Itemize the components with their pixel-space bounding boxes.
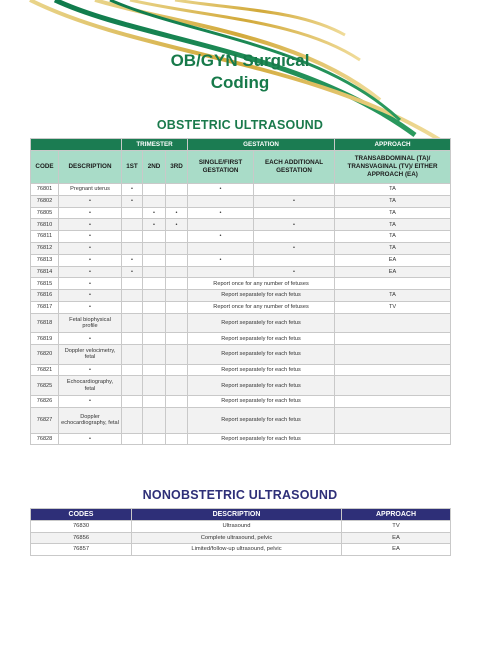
cell-2nd xyxy=(143,242,166,254)
cell-2nd xyxy=(143,395,166,407)
column-header-description: DESCRIPTION xyxy=(59,151,122,184)
cell-1st xyxy=(122,290,143,302)
table-row xyxy=(31,333,451,345)
table-row xyxy=(31,532,451,544)
cell-code: 76826 xyxy=(31,395,59,407)
cell-gestation-note: Report separately for each fetus xyxy=(188,433,335,445)
cell-description: • xyxy=(59,301,122,313)
cell-code: 76811 xyxy=(31,231,59,243)
cell-approach xyxy=(335,364,451,376)
cell-3rd xyxy=(166,184,188,196)
cell-3rd xyxy=(166,278,188,290)
cell-description: • xyxy=(59,333,122,345)
column-header-code: CODE xyxy=(31,151,59,184)
cell-1st: • xyxy=(122,195,143,207)
cell-2nd xyxy=(143,333,166,345)
cell-description: Pregnant uterus xyxy=(59,184,122,196)
cell-description: • xyxy=(59,395,122,407)
cell-3rd xyxy=(166,333,188,345)
obstetric-heading: OBSTETRIC ULTRASOUND xyxy=(156,118,324,132)
cell-code: 76820 xyxy=(31,345,59,365)
cell-2nd xyxy=(143,231,166,243)
cell-gestation-note: Report separately for each fetus xyxy=(188,345,335,365)
cell-1st xyxy=(122,231,143,243)
cell-code: 76816 xyxy=(31,290,59,302)
table-row xyxy=(31,376,451,396)
cell-3rd xyxy=(166,364,188,376)
cell-3rd xyxy=(166,313,188,333)
cell-description: • xyxy=(59,290,122,302)
cell-1st xyxy=(122,313,143,333)
cell-additional-gestation: • xyxy=(254,195,335,207)
table-row xyxy=(31,266,451,278)
table-row xyxy=(31,278,451,290)
cell-code: 76817 xyxy=(31,301,59,313)
cell-description: • xyxy=(59,231,122,243)
obstetric-ultrasound-table xyxy=(30,138,451,445)
cell-approach: TA xyxy=(335,207,451,219)
cell-code: 76813 xyxy=(31,254,59,266)
cell-code: 76805 xyxy=(31,207,59,219)
page-title-line1: OB/GYN Surgical xyxy=(170,51,310,70)
table-row xyxy=(31,301,451,313)
cell-approach: TA xyxy=(335,219,451,231)
cell-approach: TV xyxy=(335,301,451,313)
cell-gestation-note: Report separately for each fetus xyxy=(188,313,335,333)
cell-1st xyxy=(122,219,143,231)
cell-gestation-note: Report once for any number of fetuses xyxy=(188,278,335,290)
cell-code: 76821 xyxy=(31,364,59,376)
cell-description: Echocardiography, fetal xyxy=(59,376,122,396)
column-header-approach: APPROACH xyxy=(342,509,451,521)
cell-approach xyxy=(335,345,451,365)
cell-additional-gestation xyxy=(254,254,335,266)
cell-approach: TA xyxy=(335,195,451,207)
table-row xyxy=(31,364,451,376)
cell-single-gestation: • xyxy=(188,254,254,266)
cell-description: Complete ultrasound, pelvic xyxy=(132,532,342,544)
cell-additional-gestation: • xyxy=(254,219,335,231)
column-header-2nd: 2ND xyxy=(143,151,166,184)
cell-2nd xyxy=(143,301,166,313)
cell-2nd xyxy=(143,433,166,445)
cell-approach: TA xyxy=(335,184,451,196)
cell-approach xyxy=(335,333,451,345)
cell-description: • xyxy=(59,207,122,219)
cell-single-gestation xyxy=(188,195,254,207)
cell-code: 76812 xyxy=(31,242,59,254)
cell-description: • xyxy=(59,433,122,445)
cell-code: 76802 xyxy=(31,195,59,207)
cell-1st xyxy=(122,278,143,290)
cell-2nd: • xyxy=(143,207,166,219)
cell-approach: EA xyxy=(335,266,451,278)
cell-3rd xyxy=(166,433,188,445)
cell-approach: TA xyxy=(335,290,451,302)
cell-single-gestation: • xyxy=(188,231,254,243)
cell-code: 76828 xyxy=(31,433,59,445)
cell-approach: TA xyxy=(335,231,451,243)
column-header-1st: 1ST xyxy=(122,151,143,184)
cell-single-gestation: • xyxy=(188,207,254,219)
approach-group-header: APPROACH xyxy=(335,139,451,151)
cell-3rd xyxy=(166,290,188,302)
cell-description: Limited/follow-up ultrasound, pelvic xyxy=(132,544,342,556)
cell-3rd xyxy=(166,231,188,243)
table-row xyxy=(31,242,451,254)
table-row xyxy=(31,345,451,365)
cell-1st xyxy=(122,333,143,345)
cell-description: • xyxy=(59,254,122,266)
cell-gestation-note: Report once for any number of fetuses xyxy=(188,301,335,313)
table-row xyxy=(31,231,451,243)
table-row xyxy=(31,290,451,302)
cell-1st xyxy=(122,433,143,445)
cell-additional-gestation: • xyxy=(254,266,335,278)
cell-additional-gestation: • xyxy=(254,242,335,254)
table-row xyxy=(31,184,451,196)
cell-code: 76801 xyxy=(31,184,59,196)
cell-2nd xyxy=(143,290,166,302)
cell-1st xyxy=(122,364,143,376)
cell-2nd xyxy=(143,266,166,278)
cell-description: • xyxy=(59,219,122,231)
cell-gestation-note: Report separately for each fetus xyxy=(188,395,335,407)
cell-single-gestation: • xyxy=(188,184,254,196)
cell-gestation-note: Report separately for each fetus xyxy=(188,376,335,396)
cell-gestation-note: Report separately for each fetus xyxy=(188,333,335,345)
cell-2nd xyxy=(143,364,166,376)
cell-3rd xyxy=(166,395,188,407)
cell-1st: • xyxy=(122,254,143,266)
cell-1st xyxy=(122,242,143,254)
table-row xyxy=(31,433,451,445)
cell-approach: EA xyxy=(342,544,451,556)
cell-code: 76830 xyxy=(31,521,132,533)
cell-3rd xyxy=(166,266,188,278)
cell-description: Doppler velocimetry, fetal xyxy=(59,345,122,365)
table-row xyxy=(31,521,451,533)
page-title-line2: Coding xyxy=(210,73,270,92)
cell-1st xyxy=(122,407,143,433)
cell-approach xyxy=(335,313,451,333)
header-blank xyxy=(31,139,122,151)
cell-code: 76857 xyxy=(31,544,132,556)
cell-3rd xyxy=(166,195,188,207)
column-header-description: DESCRIPTION xyxy=(132,509,342,521)
cell-additional-gestation xyxy=(254,184,335,196)
cell-2nd xyxy=(143,195,166,207)
nonobstetric-ultrasound-table xyxy=(30,508,451,556)
cell-code: 76827 xyxy=(31,407,59,433)
cell-3rd xyxy=(166,242,188,254)
cell-approach xyxy=(335,407,451,433)
table-row xyxy=(31,254,451,266)
cell-2nd xyxy=(143,376,166,396)
cell-approach: TA xyxy=(335,242,451,254)
cell-1st: • xyxy=(122,184,143,196)
cell-single-gestation xyxy=(188,242,254,254)
table-row xyxy=(31,207,451,219)
cell-1st xyxy=(122,395,143,407)
cell-2nd xyxy=(143,184,166,196)
cell-3rd xyxy=(166,407,188,433)
cell-gestation-note: Report separately for each fetus xyxy=(188,290,335,302)
cell-2nd: • xyxy=(143,219,166,231)
cell-approach xyxy=(335,433,451,445)
cell-description: • xyxy=(59,195,122,207)
cell-1st xyxy=(122,301,143,313)
cell-3rd xyxy=(166,301,188,313)
cell-1st xyxy=(122,345,143,365)
cell-3rd xyxy=(166,376,188,396)
cell-code: 76815 xyxy=(31,278,59,290)
column-header-approach: TRANSABDOMINAL (TA)/ TRANSVAGINAL (TV)/ EITHER APPROACH (EA) xyxy=(335,151,451,184)
cell-code: 76810 xyxy=(31,219,59,231)
cell-2nd xyxy=(143,278,166,290)
cell-single-gestation xyxy=(188,266,254,278)
cell-code: 76818 xyxy=(31,313,59,333)
cell-approach: EA xyxy=(335,254,451,266)
cell-additional-gestation xyxy=(254,231,335,243)
cell-code: 76825 xyxy=(31,376,59,396)
cell-3rd: • xyxy=(166,207,188,219)
table-row xyxy=(31,195,451,207)
cell-description: • xyxy=(59,278,122,290)
table-row xyxy=(31,313,451,333)
cell-description: Fetal biophysical profile xyxy=(59,313,122,333)
cell-gestation-note: Report separately for each fetus xyxy=(188,364,335,376)
cell-gestation-note: Report separately for each fetus xyxy=(188,407,335,433)
cell-additional-gestation xyxy=(254,207,335,219)
cell-description: • xyxy=(59,266,122,278)
cell-2nd xyxy=(143,407,166,433)
cell-code: 76814 xyxy=(31,266,59,278)
cell-1st xyxy=(122,376,143,396)
cell-3rd: • xyxy=(166,219,188,231)
cell-approach xyxy=(335,278,451,290)
cell-2nd xyxy=(143,254,166,266)
table-row xyxy=(31,395,451,407)
nonobstetric-heading: NONOBSTETRIC ULTRASOUND xyxy=(142,488,338,502)
cell-approach: TV xyxy=(342,521,451,533)
cell-description: • xyxy=(59,364,122,376)
column-header-codes: CODES xyxy=(31,509,132,521)
cell-description: • xyxy=(59,242,122,254)
column-header-3rd: 3RD xyxy=(166,151,188,184)
cell-approach xyxy=(335,376,451,396)
cell-description: Doppler echocardiography, fetal xyxy=(59,407,122,433)
cell-1st xyxy=(122,207,143,219)
cell-3rd xyxy=(166,345,188,365)
gestation-group-header: GESTATION xyxy=(188,139,335,151)
table-row xyxy=(31,407,451,433)
cell-code: 76856 xyxy=(31,532,132,544)
cell-approach xyxy=(335,395,451,407)
cell-single-gestation xyxy=(188,219,254,231)
cell-3rd xyxy=(166,254,188,266)
trimester-group-header: TRIMESTER xyxy=(122,139,188,151)
table-row xyxy=(31,544,451,556)
cell-description: Ultrasound xyxy=(132,521,342,533)
table-row xyxy=(31,219,451,231)
cell-code: 76819 xyxy=(31,333,59,345)
column-header-additional-gestation: EACH ADDITIONAL GESTATION xyxy=(254,151,335,184)
cell-approach: EA xyxy=(342,532,451,544)
cell-2nd xyxy=(143,313,166,333)
cell-2nd xyxy=(143,345,166,365)
column-header-single-gestation: SINGLE/FIRST GESTATION xyxy=(188,151,254,184)
cell-1st: • xyxy=(122,266,143,278)
